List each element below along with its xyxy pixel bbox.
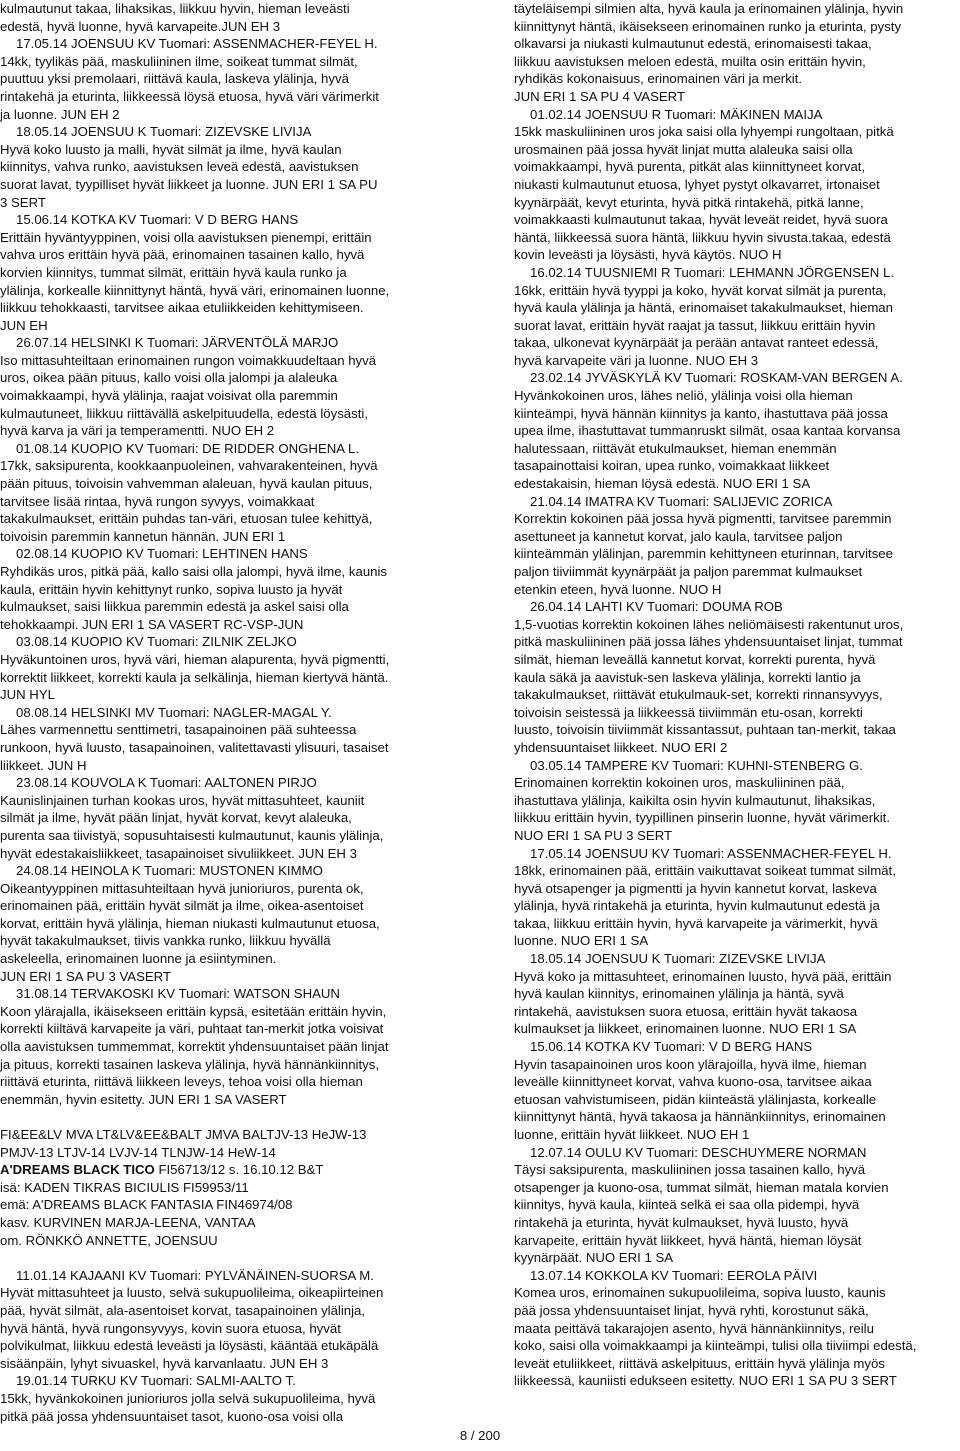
text-line: täyteläisempi silmien alta, hyvä kaula ja erinomainen ylälinja, hyvin [514, 1, 904, 16]
text-line: Iso mittasuhteiltaan erinomainen rungon voimakkuudeltaan hyvä [0, 352, 377, 368]
text-line: Ryhdikäs uros, pitkä pää, kallo saisi olla jalompi, hyvä ilme, kaunis [0, 564, 388, 579]
text-line: kiinnittynyt häntä, hyvä takaosa ja hännänkiinnitys, erinomainen [514, 1109, 886, 1125]
text-line: kulmaukset, saisi liikkua paremmin edestä ja askel saisi olla [0, 599, 349, 615]
text-line: om. RÖNKKÖ ANNETTE, JOENSUU [0, 1232, 218, 1248]
show-entry-heading: 16.02.14 TUUSNIEMI R Tuomari: LEHMANN JÖRGENSEN L. [530, 264, 894, 280]
text-line: Koon ylärajalla, ikäisekseen erittäin kypsä, esitetään erittäin hyvin, [0, 1003, 387, 1019]
text-line: hyvä häntä, hyvä rungonsyvyys, kovin suora etuosa, hyvät [0, 1320, 341, 1336]
text-line: hyvä kaulan kiinnitys, erinomainen ylälinja ja häntä, syvä [514, 986, 844, 1002]
text-line: Komea uros, erinomainen sukupuolileima, sopiva luusto, kaunis [514, 1285, 886, 1301]
text-line: polvikulmat, liikkuu edestä leveästi ja löysästi, kääntää etukäpälä [0, 1338, 379, 1354]
text-line: pään pituus, toivoisin vahvemman alaleuan, hyvä kaulan pituus, [0, 476, 373, 492]
dog-name: A'DREAMS BLACK TICO [0, 1162, 155, 1178]
text-line: sisäänpäin, lyhyt sivuaskel, hyvä karvanlaatu. JUN EH 3 [0, 1355, 329, 1371]
text-line: emä: A'DREAMS BLACK FANTASIA FIN46974/08 [0, 1197, 293, 1213]
text-line: voimakkaasti kulmautunut takaa, hyvät leveät reidet, hyvä suora [514, 212, 888, 228]
text-line: hyvät takakulmaukset, tiivis vankka runko, liikkuu hyvällä [0, 933, 331, 949]
text-line: purenta saa tiivistyä, sopusuhtaisesti kulmautunut, kaunis ylälinja, [0, 827, 384, 843]
text-line: asettuneet ja kannetut korvat, jalo kaula, tarvitsee paljon [514, 528, 843, 544]
text-line: kiinteämpi, hyvä hännän kiinnitys ja kanto, ihastuttava pää jossa [514, 405, 888, 421]
text-line: tarvitsee lisää rintaa, hyvä rungon syvyys, voimakkaat [0, 493, 315, 509]
text-line: ylälinja, hyvä rintakehä ja eturinta, hyvin kulmautunut edestä ja [514, 898, 880, 914]
text-line: takakulmaukset, erittäin puhdas tan-väri, etuosan tulee kehittyä, [0, 511, 373, 527]
text-line: takaa, ulkonevat kyynärpäät ja perään antavat ranteet edessä, [514, 335, 879, 351]
text-line: luonne, erittäin hyvät liikkeet. NUO EH 1 [514, 1127, 750, 1142]
text-line: ylälinja, korkealle kiinnittynyt häntä, hyvä väri, erinomainen luonne, [0, 282, 390, 298]
page-number: 8 / 200 [459, 1428, 501, 1443]
text-line: JUN ERI 1 SA PU 3 VASERT [0, 968, 172, 984]
show-entry-heading: 01.08.14 KUOPIO KV Tuomari: DE RIDDER ONGHENA L. [16, 440, 359, 456]
text-line: PMJV-13 LTJV-14 LVJV-14 TLNJW-14 HeW-14 [0, 1144, 276, 1160]
text-line: suorat lavat, tyypilliset hyvät liikkeet ja luonne. JUN ERI 1 SA PU [0, 176, 378, 192]
text-line: rintakehä, aavistuksen suora etuosa, erittäin hyvät takaosa [514, 1003, 858, 1019]
text-line: silmät ja ilme, hyvät pään linjat, hyvät korvat, kevyt alaleuka, [0, 810, 352, 826]
show-entry-heading: 21.04.14 IMATRA KV Tuomari: SALIJEVIC ZORICA [530, 493, 833, 509]
text-line: pitkä maskuliininen pää jossa lähes yhdensuuntaiset linjat, tummat [514, 634, 903, 650]
text-line: 3 SERT [0, 194, 46, 210]
text-line: etenkin eteen, hyvä luonne. NUO H [514, 581, 722, 597]
text-line: rintakehä ja eturinta, liikkeessä löysä etuosa, hyvä väri värimerkit [0, 88, 379, 104]
text-line: runkoon, hyvä luusto, tasapainoinen, valitettavasti ylisuuri, tasaiset [0, 739, 389, 755]
text-line: korrektit liikkeet, korrekti kaula ja selkälinja, hieman kiertyvä häntä. [0, 669, 389, 685]
text-line: pitkä pää jossa yhdensuuntaiset tasot, kuono-osa voisi olla [0, 1408, 344, 1424]
show-entry-heading: 18.05.14 JOENSUU K Tuomari: ZIZEVSKE LIVIJA [530, 951, 826, 967]
text-line: liikkeet. JUN H [0, 757, 87, 773]
text-line: pää jossa yhdensuuntaiset linjat, hyvä ryhti, korostunut säkä, [514, 1302, 869, 1318]
text-line: edestä, hyvä luonne, hyvä karvapeite.JUN EH 3 [0, 18, 281, 34]
text-line: suorat lavat, erittäin hyvät raajat ja tassut, liikkuu erittäin hyvin [514, 317, 876, 333]
text-line: hyvä karvapeite väri ja luonne. NUO EH 3 [514, 352, 759, 368]
text-line: toivoisin seistessä ja liikkeessä tiiviimmän etu-osan, korrekti [514, 704, 863, 720]
text-line: tasapainottaisi koiran, upea runko, voimakkaat liikkeet [514, 458, 830, 474]
text-line: askeleella, erinomainen luonne ja esiintyminen. [0, 951, 277, 967]
text-line: JUN ERI 1 SA PU 4 VASERT [514, 88, 686, 104]
registration-line: FI56713/12 s. 16.10.12 B&T [154, 1162, 324, 1178]
show-entry-heading: 17.05.14 JOENSUU KV Tuomari: ASSENMACHER-FEYEL H. [16, 36, 378, 52]
show-entry-heading: 01.02.14 JOENSUU R Tuomari: MÄKINEN MAIJA [530, 106, 823, 122]
text-line: liikkuu tehokkaasti, tarvitsee aikaa etuliikkeiden kehittymiseen. [0, 300, 364, 316]
text-line: enemmän, hyvin esitetty. JUN ERI 1 SA VASERT [0, 1091, 287, 1107]
text-line: kasv. KURVINEN MARJA-LEENA, VANTAA [0, 1214, 256, 1230]
show-entry-heading: 02.08.14 KUOPIO KV Tuomari: LEHTINEN HANS [16, 546, 308, 562]
show-entry-heading: 13.07.14 KOKKOLA KV Tuomari: EEROLA PÄIVI [530, 1267, 818, 1283]
text-line: Hyvä koko ja mittasuhteet, erinomainen luusto, hyvä pää, erittäin [514, 968, 892, 984]
text-line: leveät etuliikkeet, riittävä askelpituus, erittäin hyvä ylälinja myös [514, 1355, 885, 1371]
text-line: edestakaisin, hieman löysä edestä. NUO ERI 1 SA [514, 476, 811, 492]
text-line: toivoisin paremmin kannetun hännän. JUN ERI 1 [0, 528, 286, 544]
show-entry-heading: 26.07.14 HELSINKI K Tuomari: JÄRVENTÖLÄ MARJO [16, 335, 339, 351]
show-entry-heading: 23.02.14 JYVÄSKYLÄ KV Tuomari: ROSKAM-VAN BERGEN A. [530, 370, 903, 386]
text-line: korvien kiinnitys, tummat silmät, erittäin hyvä kaula runko ja [0, 264, 347, 280]
text-line: JUN HYL [0, 687, 55, 703]
text-line: 17kk, saksipurenta, kookkaanpuoleinen, vahvarakenteinen, hyvä [0, 458, 378, 474]
text-line: pää, hyvät silmät, ala-asentoiset korvat, tasapainoinen ylälinja, [0, 1302, 366, 1318]
text-line: kovin leveästi ja löysästi, hyvä käytös. NUO H [514, 247, 782, 263]
show-entry-heading: 26.04.14 LAHTI KV Tuomari: DOUMA ROB [530, 599, 783, 615]
text-line: Hyväkuntoinen uros, hyvä väri, hieman alapurenta, hyvä pigmentti, [0, 651, 390, 667]
text-line: kaula säkä ja aavistuk-sen laskeva ylälinja, korrekti lantio ja [514, 669, 861, 685]
text-line: upea ilme, ihastuttavat tummanruskt silmät, osaa kantaa korvansa [514, 423, 901, 439]
text-line: luusto, toivoisin tiiviimmät kissantassut, puhtaan tan-merkit, takaa [514, 722, 896, 738]
text-line: karvapeite, erittäin hyvät liikkeet, hyvä häntä, hieman löysät [514, 1232, 862, 1248]
text-line: yhdensuuntaiset liikkeet. NUO ERI 2 [514, 739, 728, 755]
text-line: riittävä eturinta, riittävä liikkeen leveys, tehoa voisi olla hieman [0, 1074, 363, 1090]
text-line: hyvä otsapenger ja pigmentti ja hyvin kannetut korvat, laskeva [514, 880, 877, 896]
text-line: ihastuttava ylälinja, kaikilta osin hyvin kulmautunut, lihaksikas, [514, 792, 876, 808]
left-column [0, 0, 472, 1425]
text-line: halutessaan, riittävät etukulmaukset, hieman enemmän [514, 440, 837, 456]
text-line: niukasti kulmautunut etuosa, lyhyet pystyt olkavarret, irtonaiset [514, 176, 880, 192]
spacer [0, 1108, 472, 1126]
text-line: uros, oikea pään pituus, kallo voisi olla jalompi ja alaleuka [0, 370, 338, 386]
text-line: kaula, erittäin hyvin kehittynyt runko, sopiva luusto ja hyvät [0, 581, 343, 597]
text-line: hyvä karva ja väri ja temperamentti. NUO EH 2 [0, 423, 275, 439]
text-line: isä: KADEN TIKRAS BICIULIS FI59953/11 [0, 1179, 249, 1195]
text-line: Hyvin tasapainoinen uros koon ylärajoilla, hyvä ilme, hieman [514, 1056, 867, 1072]
show-entry-heading: 15.06.14 KOTKA KV Tuomari: V D BERG HANS [530, 1039, 813, 1055]
text-line: ja luonne. JUN EH 2 [0, 106, 120, 122]
text-line: Oikeantyyppinen mittasuhteiltaan hyvä junioriuros, purenta ok, [0, 880, 364, 896]
text-line: häntä, liikkeessä suora häntä, liikkuu hyvin sivusta.takaa, edestä [514, 229, 891, 245]
text-line: Korrektin kokoinen pää jossa hyvä pigmentti, tarvitsee paremmin [514, 511, 892, 527]
text-line: 15kk, hyvänkokoinen junioriuros jolla selvä sukupuolileima, hyvä [0, 1390, 376, 1406]
text-line: silmät, hieman leveällä kannetut korvat, korrekti purenta, hyvä [514, 651, 876, 667]
text-line: kiinnittynyt häntä, ikäisekseen erinomainen runko ja eturinta, pysty [514, 18, 902, 34]
text-line: 15kk maskuliininen uros joka saisi olla lyhyempi rungoltaan, pitkä [514, 124, 894, 140]
text-line: Lähes varmennettu senttimetri, tasapainoinen pää suhteessa [0, 722, 357, 738]
text-line: 1,5-vuotias korrektin kokoinen lähes neliömäisesti rakentunut uros, [514, 616, 904, 632]
text-line: Täysi saksipurenta, maskuliininen jossa tasainen kallo, hyvä [514, 1162, 866, 1178]
text-line: maata peittävä takarajojen asento, hyvä hännänkiinnitys, reilu [514, 1320, 874, 1336]
text-line: rintakehä ja eturinta, hyvät kulmaukset, hyvä luusto, hyvä [514, 1214, 849, 1230]
text-line: liikkuu erittäin hyvin, tyypillinen pinserin luonne, hyvät värimerkit. [514, 810, 891, 826]
text-line: luonne. NUO ERI 1 SA [514, 933, 649, 949]
text-line: urosmainen pää jossa hyvät linjat mutta alaleuka saisi olla [514, 141, 853, 157]
text-line: takaa, liikkuu erittäin hyvin, hyvä karvapeite ja värimerkit, hyvä [514, 915, 878, 931]
text-line [0, 1161, 472, 1179]
text-line: JUN EH [0, 317, 48, 333]
text-line: 16kk, erittäin hyvä tyyppi ja koko, hyvät korvat silmät ja purenta, [514, 282, 887, 298]
text-line: takakulmaukset, riittävät etukulmauk-set, korrekti rinnansyvyys, [514, 687, 883, 703]
text-line: hyvät edestakaisliikkeet, tasapainoiset sivuliikkeet. JUN EH 3 [0, 845, 357, 861]
text-line: ryhdikäs kokonaisuus, erinomainen väri ja merkit. [514, 71, 803, 87]
show-entry-heading: 12.07.14 OULU KV Tuomari: DESCHUYMERE NORMAN [530, 1144, 867, 1160]
show-entry-heading: 17.05.14 JOENSUU KV Tuomari: ASSENMACHER-FEYEL H. [530, 845, 892, 861]
text-line: korrekti kiiltävä karvapeite ja väri, puhtaat tan-merkit jotka voisivat [0, 1021, 384, 1037]
right-column [514, 0, 960, 1390]
text-line: paljon tiiviimmät kyynärpäät ja paljon paremmat kulmaukset [514, 564, 863, 579]
text-line: Hyvät mittasuhteet ja luusto, selvä sukupuolileima, oikeapiirteinen [0, 1285, 384, 1301]
show-entry-heading: 24.08.14 HEINOLA K Tuomari: MUSTONEN KIMMO [16, 863, 323, 879]
show-entry-heading: 11.01.14 KAJAANI KV Tuomari: PYLVÄNÄINEN-SUORSA M. [16, 1267, 374, 1283]
text-line: olla aavistuksen tummemmat, korrektit yhdensuuntaiset pään linjat [0, 1039, 389, 1055]
show-entry-heading: 08.08.14 HELSINKI MV Tuomari: NAGLER-MAGAL Y. [16, 704, 332, 720]
show-entry-heading: 23.08.14 KOUVOLA K Tuomari: AALTONEN PIRJO [16, 775, 317, 791]
text-line: korvat, erittäin hyvä ylälinja, hieman niukasti kulmautunut etuosa, [0, 915, 380, 931]
show-entry-heading: 18.05.14 JOENSUU K Tuomari: ZIZEVSKE LIVIJA [16, 124, 312, 140]
text-line: kyynärpäät. NUO ERI 1 SA [514, 1250, 674, 1266]
text-line: Kaunislinjainen turhan kookas uros, hyvät mittasuhteet, kauniit [0, 792, 365, 808]
text-line: NUO ERI 1 SA PU 3 SERT [514, 827, 673, 843]
text-line: olkavarsi ja niukasti kulmautunut edestä, erinomaisesti takaa, [514, 36, 872, 52]
text-line: Hyvä koko luusto ja malli, hyvät silmät ja ilme, hyvä kaulan [0, 141, 342, 157]
text-line: leveälle kiinnittyneet korvat, vahva kuono-osa, tarvitsee aikaa [514, 1074, 872, 1090]
text-line: 14kk, tyylikäs pää, maskuliininen ilme, soikeat tummat silmät, [0, 53, 358, 69]
text-line: otsapenger ja kuono-osa, tummat silmät, hieman matala korvien [514, 1179, 889, 1195]
text-line: voimakkaampi, hyvä ylälinja, raajat voisivat olla paremmin [0, 388, 338, 404]
text-line: 18kk, erinomainen pää, erittäin vaikuttavat soikeat tummat silmät, [514, 863, 896, 879]
show-entry-heading: 03.08.14 KUOPIO KV Tuomari: ZILNIK ZELJKO [16, 634, 297, 650]
text-line: Hyvänkokoinen uros, lähes neliö, ylälinja voisi olla hieman [514, 388, 853, 404]
text-line: liikkuu aavistuksen meloen edestä, muilta osin erittäin hyvin, [514, 53, 866, 69]
show-entry-heading: 03.05.14 TAMPERE KV Tuomari: KUHNI-STENBERG G. [530, 757, 863, 773]
spacer [0, 1249, 472, 1267]
text-line: kiinteämmän ylälinjan, paremmin kehittyneen eturinnan, tarvitsee [514, 546, 893, 562]
text-line: voimakkaampi, hyvä purenta, pitkät alas kiinnittyneet korvat, [514, 159, 866, 175]
text-line: kyynärpäät, kevyt eturinta, hyvä pitkä rintakehä, pitkä lanne, [514, 194, 864, 210]
text-line: tehokkaampi. JUN ERI 1 SA VASERT RC-VSP-JUN [0, 616, 304, 632]
text-line: hyvä kaula ylälinja ja häntä, erinomaiset takakulmaukset, hieman [514, 300, 893, 316]
text-line: ja pituus, korrekti tasainen laskeva ylälinja, hyvä hännänkiinnitys, [0, 1056, 379, 1072]
text-line: liikkeessä, kauniisti edukseen esitetty. NUO ERI 1 SA PU 3 SERT [514, 1373, 897, 1389]
text-line: FI&EE&LV MVA LT&LV&EE&BALT JMVA BALTJV-13 HeJW-13 [0, 1127, 367, 1142]
text-line: kulmaukset ja liikkeet, erinomainen luonne. NUO ERI 1 SA [514, 1021, 857, 1037]
show-entry-heading: 19.01.14 TURKU KV Tuomari: SALMI-AALTO T. [16, 1373, 296, 1389]
show-entry-heading: 31.08.14 TERVAKOSKI KV Tuomari: WATSON SHAUN [16, 986, 340, 1002]
text-line: vahva uros erittäin hyvä pää, erinomainen tasainen kallo, hyvä [0, 247, 365, 263]
text-line: kiinnitys, vahva runko, aavistuksen leveä edestä, aavistuksen [0, 159, 359, 175]
text-line: Erinomainen korrektin kokoinen uros, maskuliininen pää, [514, 775, 845, 791]
text-line: Erittäin hyväntyyppinen, voisi olla aavistuksen pienempi, erittäin [0, 229, 372, 245]
text-line: puuttuu yksi premolaari, riittävä kaula, laskeva ylälinja, hyvä [0, 71, 349, 87]
text-line: kiinnitys, hyvä kaula, kiinteä selkä ei saa olla pidempi, hyvä [514, 1197, 860, 1213]
text-line: koko, saisi olla voimakkaampi ja kiinteämpi, tulisi olla tiiviimpi edestä, [514, 1338, 917, 1354]
text-line: erinomainen pää, erittäin hyvät silmät ja ilme, oikea-asentoiset [0, 898, 364, 914]
show-entry-heading: 15.06.14 KOTKA KV Tuomari: V D BERG HANS [16, 212, 299, 228]
text-line: kulmautuneet, liikkuu riittävällä askelpituudella, edestä löysästi, [0, 405, 368, 421]
text-line: etuosan vahvistumiseen, pidän kiinteästä ylälinjasta, korkealle [514, 1091, 877, 1107]
text-line: kulmautunut takaa, lihaksikas, liikkuu hyvin, hieman leveästi [0, 1, 350, 16]
